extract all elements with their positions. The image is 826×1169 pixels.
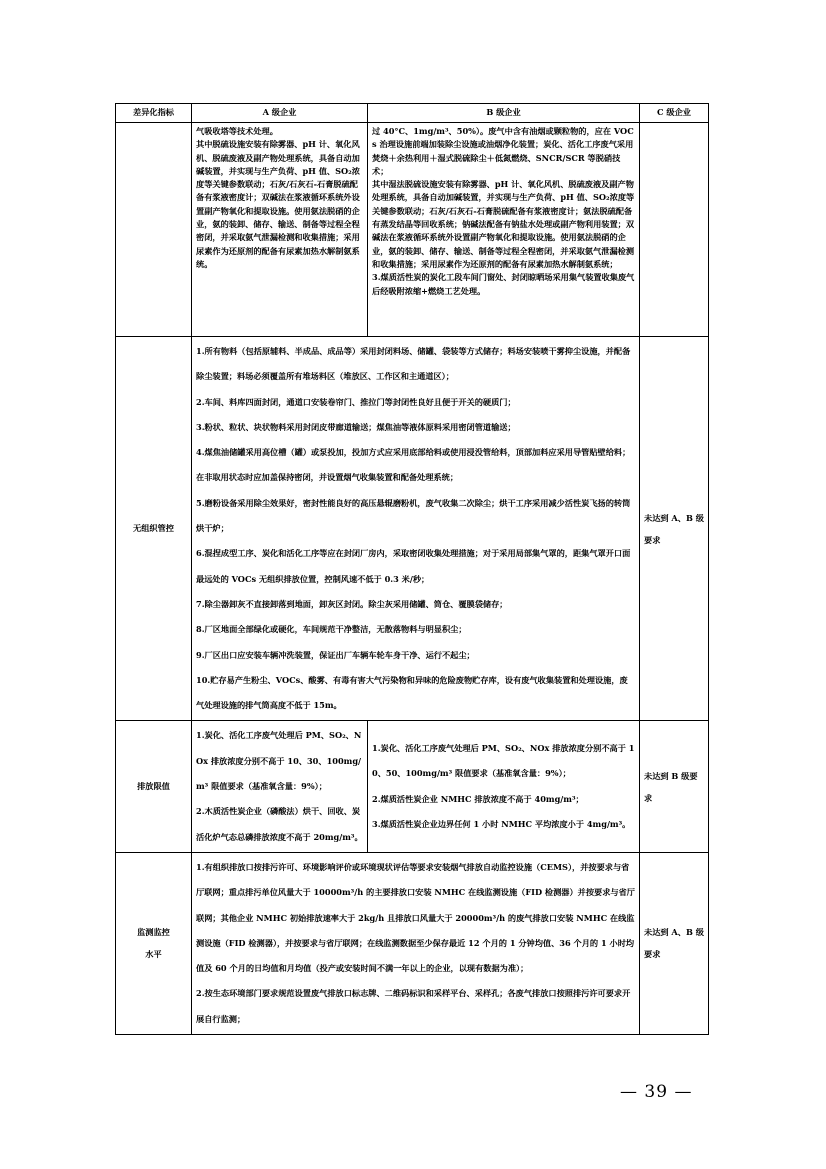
row1-grade-a xyxy=(192,123,368,337)
row3-b-item: 1.炭化、活化工序废气处理后 PM、SO₂、NOx 排放浓度分别不高于 10、50、100mg/m³ 限值要求（基准氧含量：9%）； xyxy=(372,743,635,779)
row1-grade-c xyxy=(640,123,709,337)
row1-grade-b xyxy=(368,123,640,337)
row2-content xyxy=(192,337,640,721)
row2-grade-c: 未达到 A、B 级要求 xyxy=(640,337,709,721)
row4-item: 2.按生态环境部门要求规范设置废气排放口标志牌、二维码标识和采样平台、采样孔；各废气排放口按照排污许可要求开展自行监测； xyxy=(196,988,631,1024)
header-indicator: 差异化指标 xyxy=(116,104,192,123)
row1-grade-a-text: 气吸收塔等技术处理。 其中脱硫设施安装有除雾器、pH 计、氧化风机、脱硫废液及副产物处理系统，具备自动加碱装置，并实现与生产负荷、pH 值、SO₂浓度等关键参数联动；石灰/石灰石-石膏脱硫配备有浆液密度计；双碱法在浆液循环系统外设置副产物氧化和提取设施。使用氨法脱硝的企业，氨的装卸、储存、输送、制备等过程全程密闭，并采取氨气泄漏检测和收集措施；采用尿素作为还原剂的配备有尿素加热水解制氨系统。 xyxy=(196,126,360,269)
table-row-emission-limits xyxy=(116,721,709,852)
row2-item: 1.所有物料（包括原辅料、半成品、成品等）采用封闭料场、储罐、袋装等方式储存；料场安装喷干雾抑尘设施，并配备除尘装置；料场必须覆盖所有堆场料区（堆放区、工作区和主通道区）； xyxy=(196,346,631,382)
row4-content xyxy=(192,852,640,1034)
row3-grade-b xyxy=(368,721,640,852)
row3-b-item: 2.煤质活性炭企业 NMHC 排放浓度不高于 40mg/m³； xyxy=(372,793,584,804)
table-row-monitoring xyxy=(116,852,709,1034)
row4-grade-c: 未达到 A、B 级要求 xyxy=(640,852,709,1034)
row3-a-item: 2.木质活性炭企业（磷酸法）烘干、回收、炭活化炉气态总磷排放浓度不高于 20mg/m³。 xyxy=(196,806,363,842)
row4-label xyxy=(116,852,192,1034)
header-grade-a: A 级企业 xyxy=(192,104,368,123)
table-row-unorganized xyxy=(116,337,709,721)
row3-a-item: 1.炭化、活化工序废气处理后 PM、SO₂、NOx 排放浓度分别不高于 10、30、100mg/m³ 限值要求（基准氧含量：9%）； xyxy=(196,730,362,792)
indicator-table xyxy=(115,103,709,1035)
row3-grade-c: 未达到 B 级要求 xyxy=(640,721,709,852)
row2-item: 8.厂区地面全部绿化或硬化，车间规范干净整洁，无散落物料与明显积尘； xyxy=(196,624,467,635)
row2-item: 5.磨粉设备采用除尘效果好，密封性能良好的高压悬辊磨粉机，废气收集二次除尘；烘干工序采用减少活性炭飞扬的转筒烘干炉； xyxy=(196,497,631,534)
row2-item: 9.厂区出口应安装车辆冲洗装置，保证出厂车辆车轮车身干净、运行不起尘； xyxy=(196,649,475,660)
table-header-row xyxy=(116,104,709,123)
row3-b-item: 3.煤质活性炭企业边界任何 1 小时 NMHC 平均浓度小于 4mg/m³。 xyxy=(372,818,631,829)
header-grade-b: B 级企业 xyxy=(368,104,640,123)
header-grade-c: C 级企业 xyxy=(640,104,709,123)
row2-item: 3.粉状、粒状、块状物料采用封闭皮带廊道输送；煤焦油等液体原料采用密闭管道输送； xyxy=(196,421,516,432)
row4-label-line2: 水平 xyxy=(145,949,162,960)
row2-label: 无组织管控 xyxy=(116,337,192,721)
row2-item: 4.煤焦油储罐采用高位槽（罐）或泵投加，投加方式应采用底部给料或使用浸没管给料，顶部加料应采用导管贴壁给料；在非取用状态时应加盖保持密闭，并设置烟气收集装置和配备处理系统； xyxy=(196,447,631,483)
row3-label: 排放限值 xyxy=(116,721,192,852)
page-number: — 39 — xyxy=(620,1082,693,1102)
row2-item: 6.混捏成型工序、炭化和活化工序等应在封闭厂房内，采取密闭收集处理措施；对于采用局部集气罩的，距集气罩开口面最远处的 VOCs 无组织排放位置，控制风速不低于 0.3 米/秒； xyxy=(196,548,631,584)
row2-item: 2.车间、料库四面封闭，通道口安装卷帘门、推拉门等封闭性良好且便于开关的硬质门； xyxy=(196,396,516,407)
table-row-continuation xyxy=(116,123,709,337)
row1-label xyxy=(116,123,192,337)
row4-item: 1.有组织排放口按排污许可、环境影响评价或环境现状评估等要求安装烟气排放自动监控设施（CEMS），并按要求与省厅联网；重点排污单位风量大于 10000m³/h 的主要排放口安装 NMHC 在线监测设施（FID 检测器）并按要求与省厅联网；其他企业 NMHC 初始排放速率大于 2kg/h 且排放口风量大于 20000m³/h 的废气排放口安装 NMHC 在线监测设施（FID 检测器），并按要求与省厅联网；在线监测数据至少保存最近 12 个月的 1 分钟均值、36 个月的 1 小时均值及 60 个月的日均值和月均值（投产或安装时间不满一年以上的企业，以现有数据为准）； xyxy=(196,861,635,974)
row2-item: 10.贮存易产生粉尘、VOCs、酸雾、有毒有害大气污染物和异味的危险废物贮存库，设有废气收集装置和处理设施，废气处理设施的排气筒高度不低于 15m。 xyxy=(196,674,628,711)
row4-label-line1: 监测监控 xyxy=(137,927,170,938)
row1-grade-b-text: 过 40°C、1mg/m³、50%）。废气中含有油烟或颗粒物的，应在 VOCs 治理设施前端加装除尘设施或油烟净化装置；炭化、活化工序废气采用焚烧＋余热利用＋湿式脱硫除尘＋低氮燃烧、SNCR/SCR 等脱硝技术； 其中湿法脱硫设施安装有除雾器、pH 计、氧化风机、脱硫废液及副产物处理系统，具备自动加碱装置，并实现与生产负荷、pH 值、SO₂浓度等关键参数联动；石灰/石灰石-石膏脱硫配备有浆液密度计；氨法脱硫配备有蒸发结晶等回收系统；钠碱法配备有钠盐水处理或副产物利用装置；双碱法在浆液循环系统外设置副产物氧化和提取设施。使用氨法脱硝的企业，氨的装卸、储存、输送、制备等过程全程密闭，并采取氨气泄漏检测和收集措施；采用尿素作为还原剂的配备有尿素加热水解制氨系统； 3.煤质活性炭的炭化工段车间门窗处、封闭晾晒场采用集气装置收集废气后经吸附浓缩+燃烧工艺处理。 xyxy=(372,126,635,296)
row3-grade-a xyxy=(192,721,368,852)
row2-item: 7.除尘器卸灰不直接卸落到地面，卸灰区封闭。除尘灰采用储罐、筒仓、覆膜袋储存； xyxy=(196,598,508,609)
